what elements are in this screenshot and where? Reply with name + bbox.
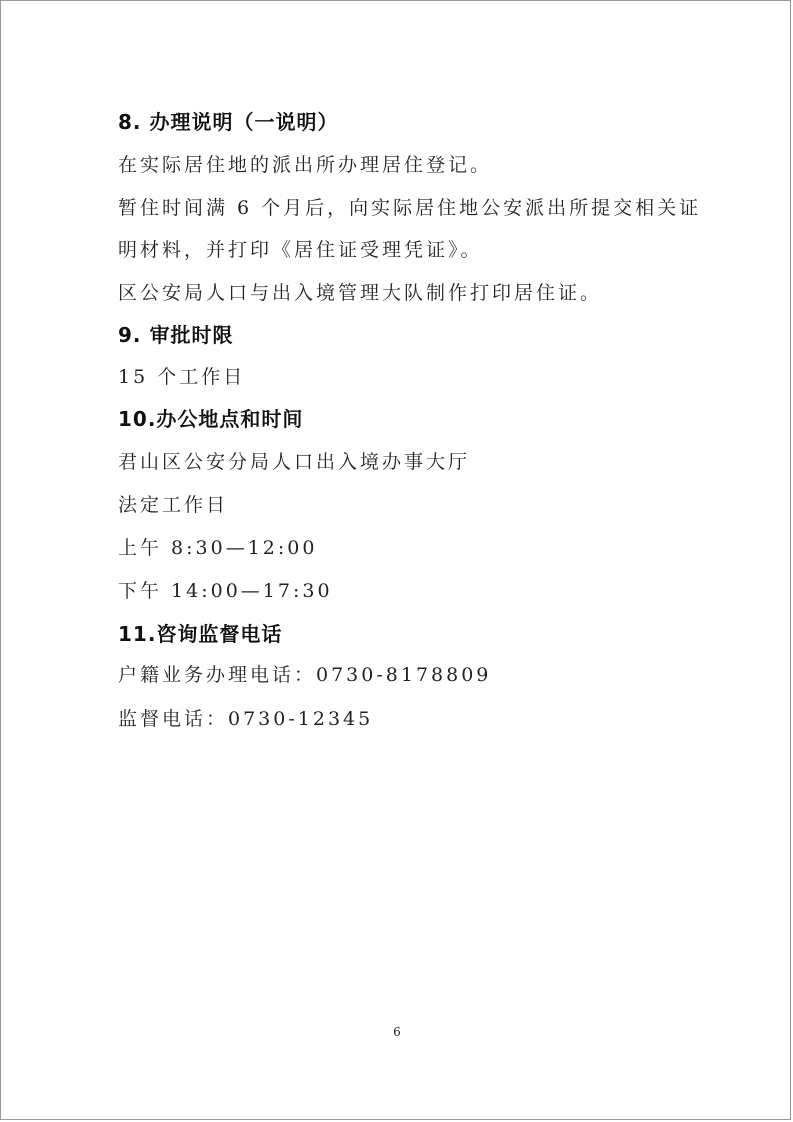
section-8-paragraph: 明材料，并打印《居住证受理凭证》。	[118, 239, 483, 261]
page-number: 6	[393, 1025, 401, 1039]
section-9-paragraph: 15 个工作日	[118, 366, 246, 388]
section-10-paragraph: 法定工作日	[118, 494, 229, 516]
section-heading-11: 11.咨询监督电话	[118, 622, 283, 646]
section-11-paragraph: 监督电话：0730-12345	[118, 708, 374, 730]
section-8-paragraph: 区公安局人口与出入境管理大队制作打印居住证。	[118, 282, 603, 304]
section-10-paragraph: 君山区公安分局人口出入境办事大厅	[118, 451, 471, 473]
section-8-paragraph: 在实际居住地的派出所办理居住登记。	[118, 154, 493, 176]
section-10-paragraph: 上午 8:30—12:00	[118, 537, 318, 559]
section-heading-9: 9. 审批时限	[118, 323, 234, 347]
section-8-paragraph: 暂住时间满 6 个月后，向实际居住地公安派出所提交相关证	[118, 197, 702, 219]
section-heading-8: 8. 办理说明（一说明）	[118, 110, 339, 134]
section-11-paragraph: 户籍业务办理电话：0730-8178809	[118, 664, 492, 686]
section-10-paragraph: 下午 14:00—17:30	[118, 580, 333, 602]
section-heading-10: 10.办公地点和时间	[118, 407, 304, 431]
